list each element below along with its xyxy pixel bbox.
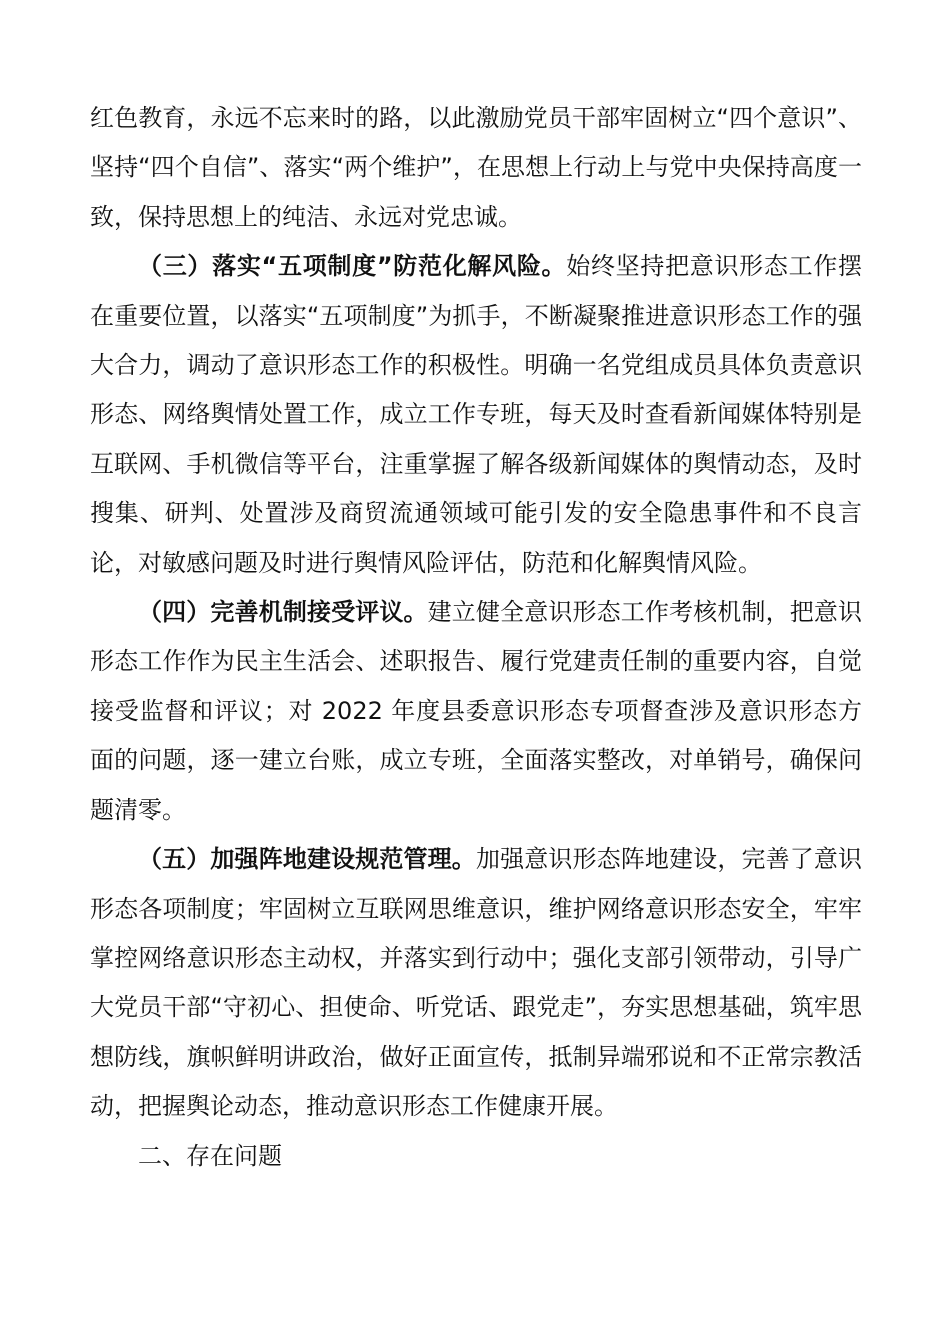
paragraph-text: 红色教育，永远不忘来时的路，以此激励党员干部牢固树立“四个意识”、坚持“四个自信”、落实“两个维护”，在思想上行动上与党中央保持高度一致，保持思想上的纯洁、永远对党忠诚。 — [90, 104, 862, 231]
section-heading — [90, 1132, 862, 1181]
paragraph-text: 加强意识形态阵地建设，完善了意识形态各项制度；牢固树立互联网思维意识，维护网络意识形态安全，牢牢掌控网络意识形态主动权，并落实到行动中；强化支部引领带动，引导广大党员干部“守初心、担使命、听党话、跟党走”，夯实思想基础，筑牢思想防线，旗帜鲜明讲政治，做好正面宣传，抵制异端邪说和不正常宗教活动，把握舆论动态，推动意识形态工作健康开展。 — [90, 845, 863, 1121]
paragraph-text: 建立健全意识形态工作考核机制，把意识形态工作作为民主生活会、述职报告、履行党建责任制的重要内容，自觉接受监督和评议；对 2022 年度县委意识形态专项督查涉及意识形态方面的问题，逐一建立台账，成立专班，全面落实整改，对单销号，确保问题清零。 — [90, 598, 862, 824]
paragraph-mechanism-review — [90, 588, 862, 835]
document-page — [90, 94, 862, 1181]
paragraph-lead-title: （三）落实“五项制度”防范化解风险。 — [138, 252, 567, 281]
paragraph-five-systems — [90, 242, 862, 588]
section-heading-text: 二、存在问题 — [138, 1141, 282, 1170]
paragraph-continuation — [90, 94, 862, 242]
paragraph-lead-title: （五）加强阵地建设规范管理。 — [138, 845, 476, 874]
paragraph-position-building — [90, 835, 862, 1131]
paragraph-text: 始终坚持把意识形态工作摆在重要位置，以落实“五项制度”为抓手，不断凝聚推进意识形态工作的强大合力，调动了意识形态工作的积极性。明确一名党组成员具体负责意识形态、网络舆情处置工作，成立工作专班，每天及时查看新闻媒体特别是互联网、手机微信等平台，注重掌握了解各级新闻媒体的舆情动态，及时搜集、研判、处置涉及商贸流通领域可能引发的安全隐患事件和不良言论，对敏感问题及时进行舆情风险评估，防范和化解舆情风险。 — [90, 252, 863, 577]
paragraph-lead-title: （四）完善机制接受评议。 — [138, 598, 428, 627]
